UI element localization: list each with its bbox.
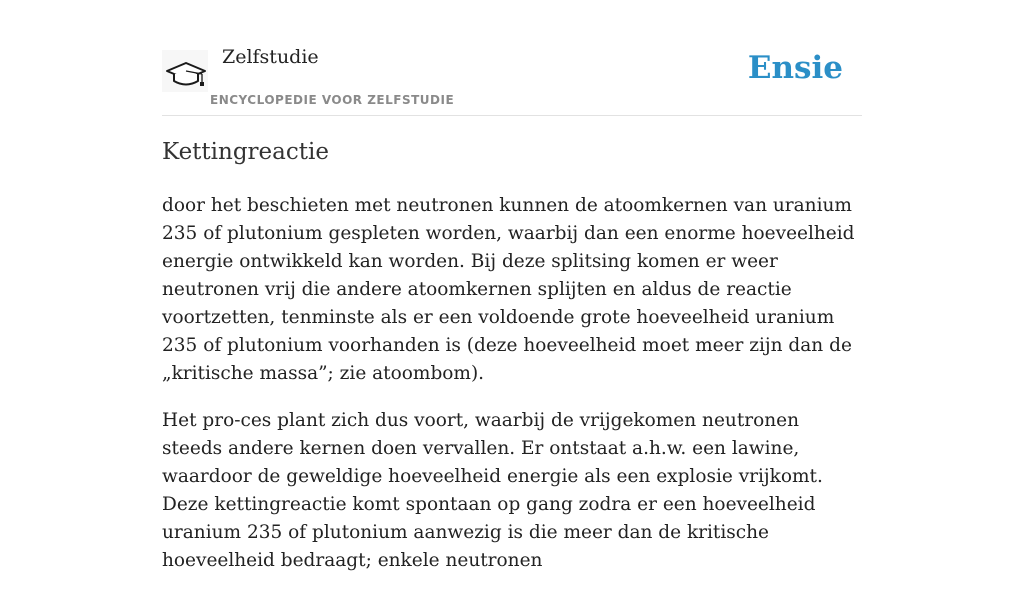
article-paragraph: Het pro-ces plant zich dus voort, waarbij de vrijgekomen neutronen steeds andere kernen doen vervallen. Er ontstaat a.h.w. een lawine, waardoor de geweldige hoeveelheid energie als een explosie vrijkomt. Deze kettingreactie komt spontaan op gang zodra er een hoeveelheid uranium 235 of plutonium aanwezig is die meer dan de kritische hoeveelheid bedraagt; enkele neutronen: [162, 410, 823, 571]
article-body: [162, 192, 862, 594]
article-title: Kettingreactie: [162, 139, 329, 165]
site-tagline: ENCYCLOPEDIE VOOR ZELFSTUDIE: [210, 93, 455, 107]
site-header: [162, 36, 862, 116]
article-paragraph: door het beschieten met neutronen kunnen de atoomkernen van uranium 235 of plutonium gespleten worden, waarbij dan een enorme hoeveelheid energie ontwikkeld kan worden. Bij deze splitsing komen er weer neutronen vrij die andere atoomkernen splijten en aldus de reactie voortzetten, tenminste als er een voldoende grote hoeveelheid uranium 235 of plutonium voorhanden is (deze hoeveelheid moet meer zijn dan de „kritische massa”; zie atoombom).: [162, 195, 855, 384]
graduation-cap-icon[interactable]: [162, 50, 208, 92]
brand-logo[interactable]: Ensie: [747, 50, 843, 86]
site-name[interactable]: Zelfstudie: [222, 46, 319, 68]
